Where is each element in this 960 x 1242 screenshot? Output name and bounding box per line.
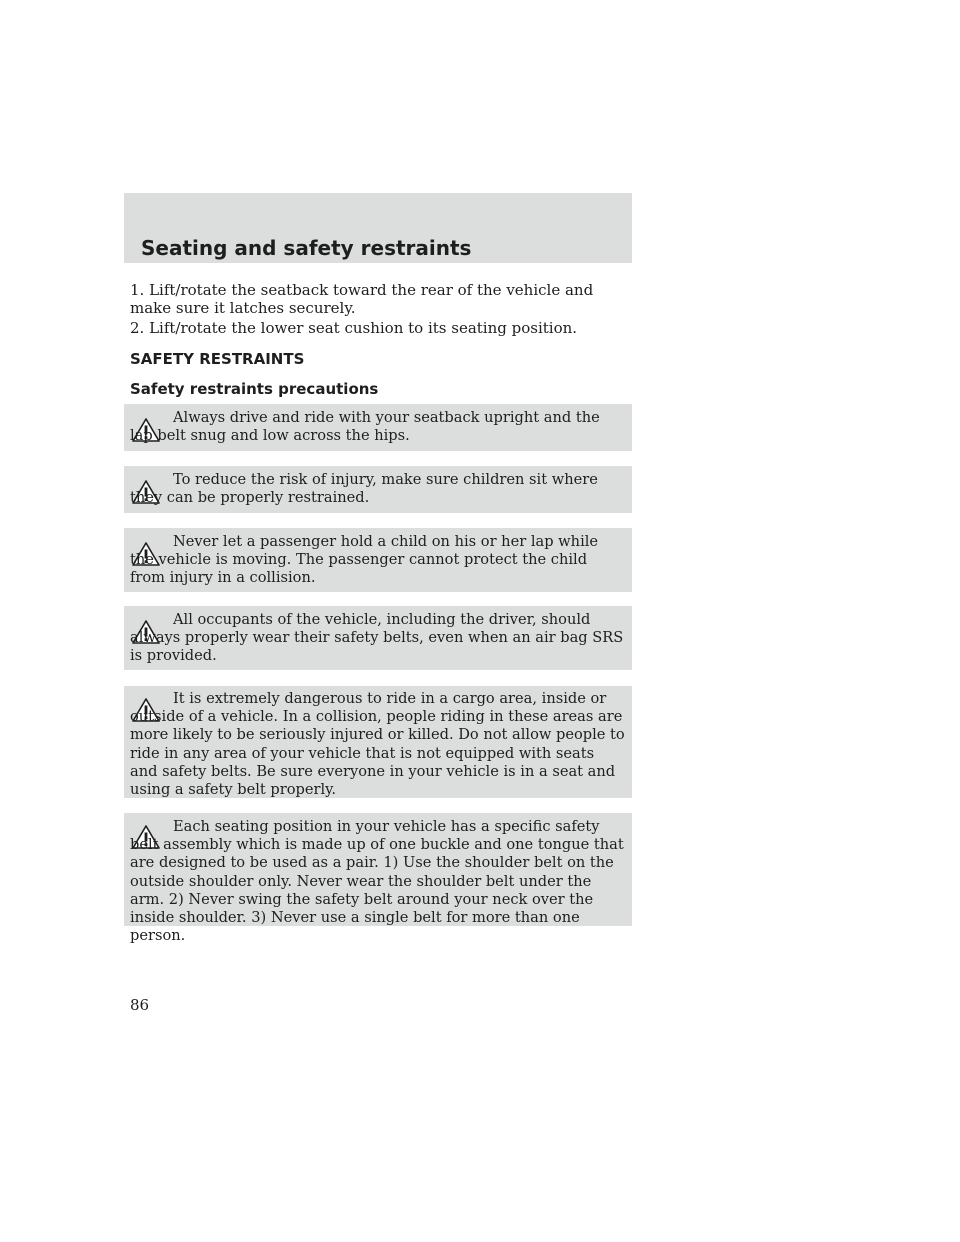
heading-safety-restraints: SAFETY RESTRAINTS (130, 350, 305, 368)
step-1-text: 1. Lift/rotate the seatback toward the rear of the vehicle and make sure it latches securely. (130, 281, 594, 317)
section-title: Seating and safety restraints (141, 236, 472, 260)
warning-text: Each seating position in your vehicle has a specific safety belt assembly which is made up of one buckle and one tongue that are designed to be used as a pair. 1) Use the shoulder belt on the outside shoulder only. Never wear the shoulder belt under the arm. 2) Never swing the safety belt around your neck over the inside shoulder. 3) Never use a single belt for more than one person. (130, 818, 624, 945)
warning-text: All occupants of the vehicle, including the driver, should always properly wear their safety belts, even when an air bag SRS is provided. (130, 611, 624, 665)
warning-text: It is extremely dangerous to ride in a cargo area, inside or outside of a vehicle. In a collision, people riding in these areas are more likely to be seriously injured or killed. Do not allow people to ride in any area of your vehicle that is not equipped with seats and safety belts. Be sure everyone in your vehicle is in a seat and using a safety belt properly. (130, 690, 625, 799)
warning-text: Never let a passenger hold a child on his or her lap while the vehicle is moving. The passenger cannot protect the child from injury in a collision. (130, 533, 599, 587)
page-number: 86 (130, 996, 150, 1014)
step-2-text: 2. Lift/rotate the lower seat cushion to its seating position. (130, 319, 578, 337)
warning-text: Always drive and ride with your seatback upright and the lap belt snug and low across the hips. (130, 409, 600, 445)
heading-safety-precautions: Safety restraints precautions (130, 380, 379, 398)
warning-text: To reduce the risk of injury, make sure children sit where they can be properly restrained. (130, 471, 598, 507)
